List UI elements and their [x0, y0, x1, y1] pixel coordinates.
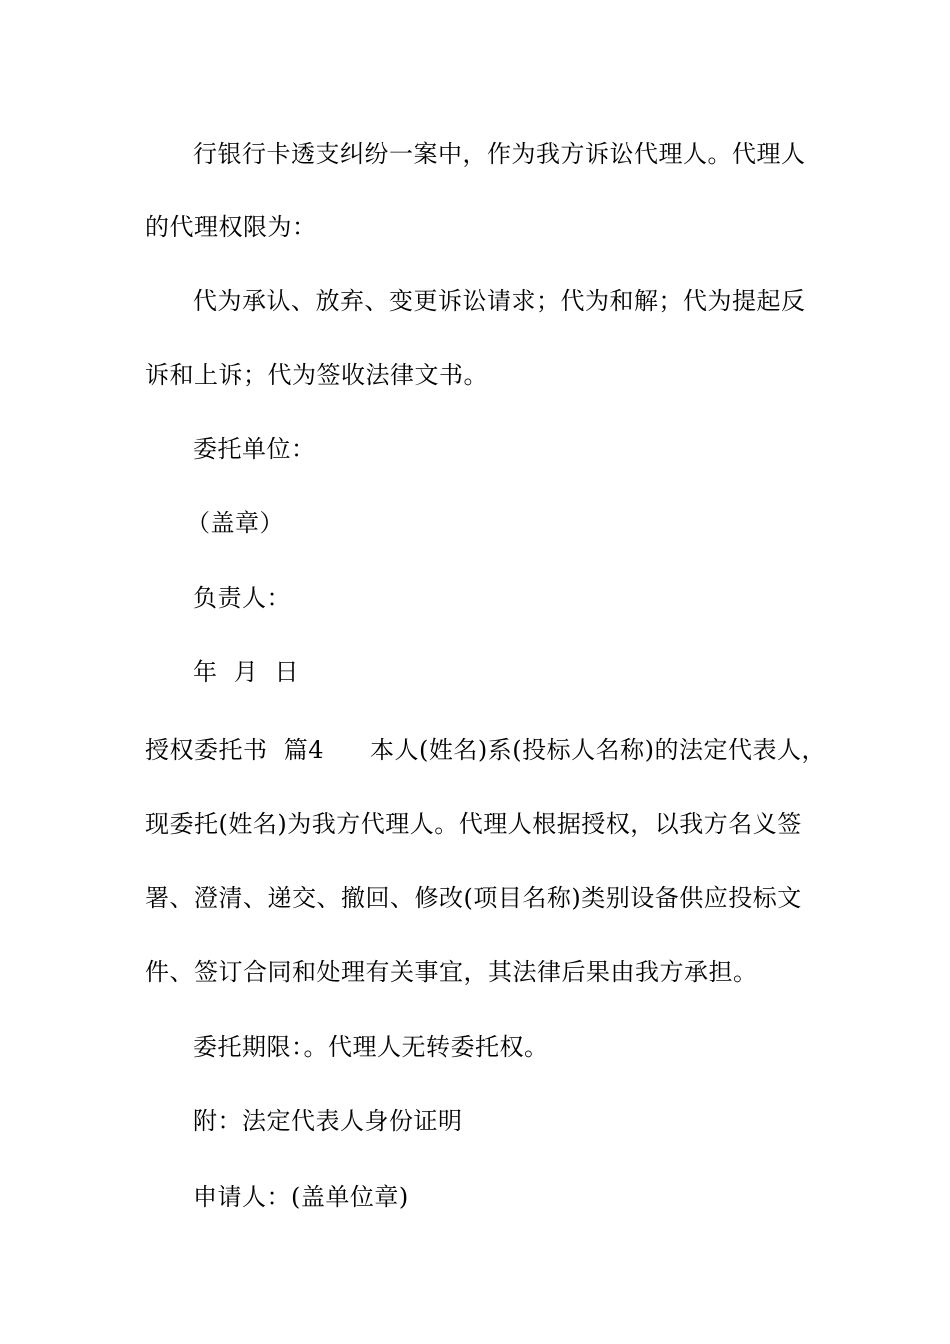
attachment-line: 附：法定代表人身份证明: [193, 1107, 463, 1135]
paragraph-line: 现委托(姓名)为我方代理人。代理人根据授权，以我方名义签: [145, 810, 802, 838]
paragraph-line: 的代理权限为：: [145, 213, 317, 241]
entrust-period-line: 委托期限：。代理人无转委托权。: [193, 1033, 549, 1061]
section-heading-line: [145, 735, 826, 765]
person-in-charge-label: 负责人：: [193, 584, 291, 612]
applicant-line: 申请人：(盖单位章): [193, 1183, 409, 1211]
paragraph-line: 行银行卡透支纠纷一案中，作为我方诉讼代理人。代理人: [193, 140, 806, 168]
paragraph-text: 本人(姓名)系(投标人名称)的法定代表人，: [370, 736, 826, 764]
seal-label: （盖章）: [186, 509, 284, 537]
paragraph-line: 署、澄清、递交、撤回、修改(项目名称)类别设备供应投标文: [145, 884, 802, 912]
entrusting-unit-label: 委托单位：: [193, 435, 316, 463]
date-label: 年 月 日: [193, 658, 300, 686]
section-title: 授权委托书 篇4: [145, 736, 325, 764]
paragraph-line: 诉和上诉；代为签收法律文书。: [145, 361, 488, 389]
paragraph-line: 代为承认、放弃、变更诉讼请求；代为和解；代为提起反: [193, 287, 806, 315]
paragraph-line: 件、签订合同和处理有关事宜，其法律后果由我方承担。: [145, 958, 758, 986]
